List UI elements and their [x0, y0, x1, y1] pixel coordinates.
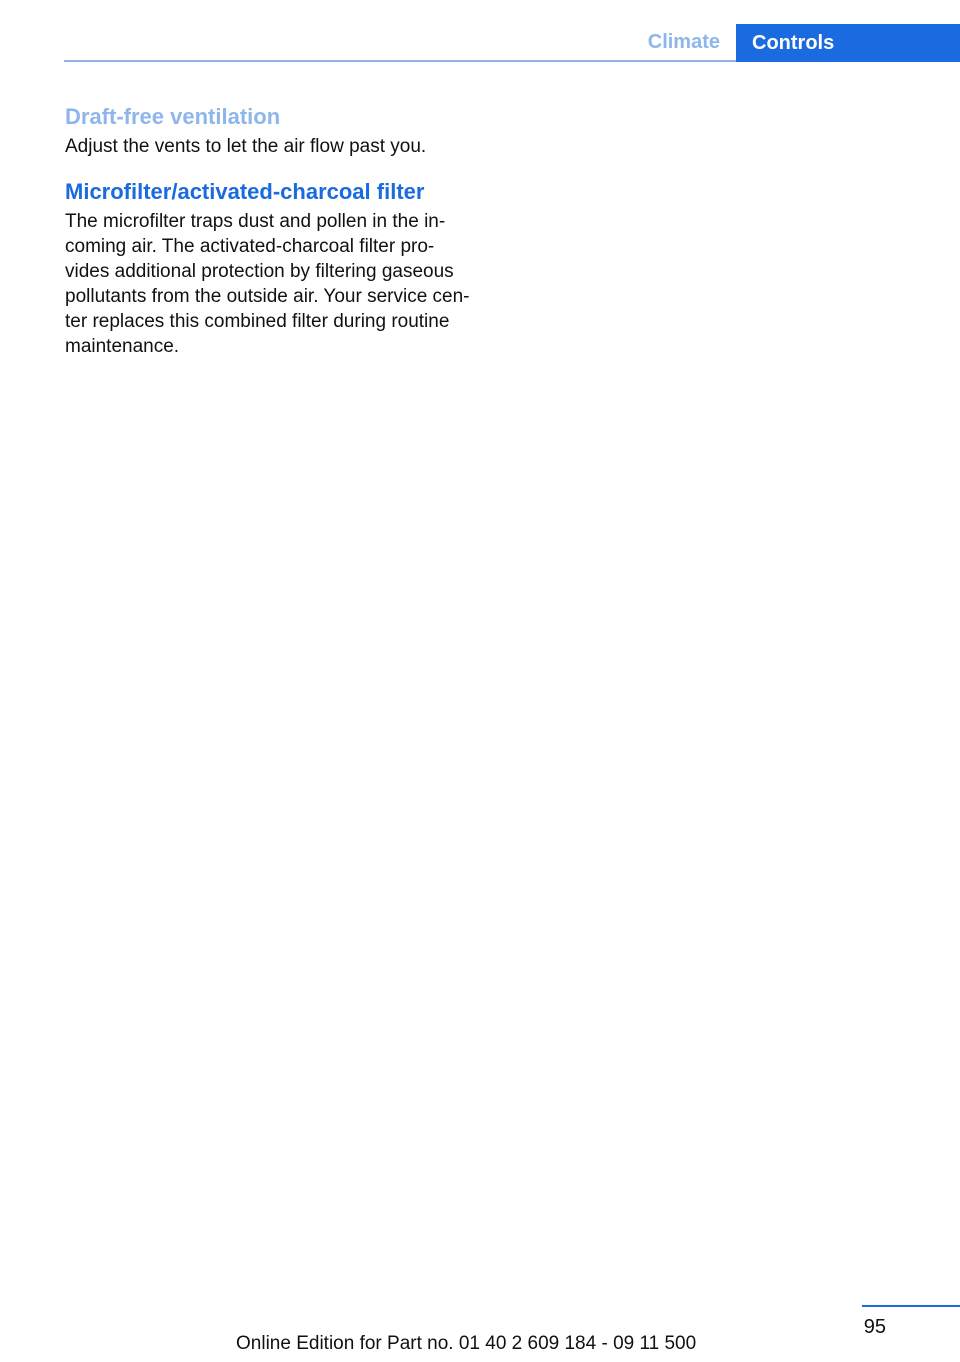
page-content — [65, 100, 485, 359]
body-line: Adjust the vents to let the air flow past you. — [65, 136, 427, 157]
page-number: 95 — [863, 1316, 886, 1338]
body-line: coming air. The activated-charcoal filter pro- — [65, 236, 435, 257]
section-heading-draft-free: Draft-free ventilation — [65, 104, 281, 129]
footer-rule — [862, 1305, 960, 1307]
body-line: maintenance. — [65, 336, 180, 357]
body-line: pollutants from the outside air. Your service cen- — [65, 286, 470, 307]
chapter-tab[interactable] — [736, 24, 960, 62]
body-line: The microfilter traps dust and pollen in the in- — [65, 211, 446, 232]
section-body-draft-free — [65, 134, 485, 159]
body-line: ter replaces this combined filter during routine — [65, 311, 450, 332]
section-tab-label: Climate — [647, 31, 720, 53]
body-line: vides additional protection by filtering gaseous — [65, 261, 454, 282]
edition-text: Online Edition for Part no. 01 40 2 609 184 - 09 11 500 — [236, 1333, 697, 1354]
chapter-tab-label: Controls — [752, 31, 835, 54]
section-heading-microfilter: Microfilter/activated-charcoal filter — [65, 179, 425, 204]
section-tab[interactable] — [620, 24, 736, 61]
section-body-microfilter — [65, 209, 485, 359]
